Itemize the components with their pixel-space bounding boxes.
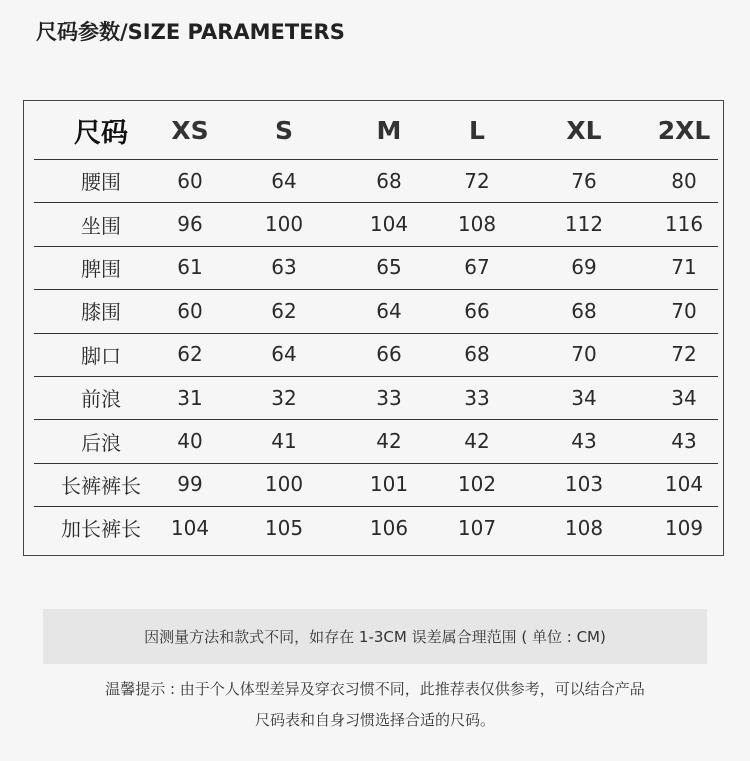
page-title: 尺码参数/SIZE PARAMETERS — [36, 20, 345, 44]
table-cell: 42 — [464, 429, 490, 454]
row-label: 前浪 — [81, 387, 121, 412]
table-cell: 104 — [170, 515, 210, 540]
table-cell: 70 — [571, 342, 597, 367]
header-size-xl: XL — [566, 115, 602, 145]
table-cell: 68 — [464, 342, 490, 367]
table-cell: 64 — [271, 168, 297, 193]
table-cell: 43 — [571, 429, 597, 454]
table-cell: 109 — [664, 515, 704, 540]
table-cell: 60 — [177, 168, 203, 193]
header-size-2xl: 2XL — [657, 115, 711, 145]
row-label: 坐围 — [81, 213, 121, 238]
table-cell: 71 — [671, 255, 697, 280]
table-row — [34, 419, 718, 463]
table-cell: 100 — [264, 472, 304, 497]
table-cell: 66 — [464, 298, 490, 323]
table-row — [34, 506, 718, 549]
table-cell: 72 — [464, 168, 490, 193]
table-cell: 112 — [564, 212, 604, 237]
tip-line-2: 尺码表和自身习惯选择合适的尺码。 — [254, 711, 495, 729]
table-cell: 40 — [177, 429, 203, 454]
header-size-s: S — [274, 115, 294, 145]
table-cell: 106 — [369, 515, 409, 540]
table-cell: 108 — [457, 212, 497, 237]
table-row — [34, 376, 718, 420]
measurement-note: 因测量方法和款式不同，如存在 1-3CM 误差属合理范围 ( 单位 : CM) — [43, 609, 707, 664]
header-size-label: 尺码 — [74, 117, 128, 149]
table-cell: 32 — [271, 385, 297, 410]
header-size-xs: XS — [171, 115, 209, 145]
table-cell: 62 — [177, 342, 203, 367]
table-cell: 34 — [671, 385, 697, 410]
table-cell: 66 — [376, 342, 402, 367]
size-table — [23, 100, 724, 556]
table-cell: 63 — [271, 255, 297, 280]
tip-line-1: 温馨提示 : 由于个人体型差异及穿衣习惯不同，此推荐表仅供参考，可以结合产品 — [105, 680, 645, 698]
table-cell: 105 — [264, 515, 304, 540]
table-cell: 62 — [271, 298, 297, 323]
table-row — [34, 463, 718, 507]
table-cell: 104 — [369, 212, 409, 237]
table-cell: 107 — [457, 515, 497, 540]
table-cell: 69 — [571, 255, 597, 280]
table-cell: 108 — [564, 515, 604, 540]
table-cell: 31 — [177, 385, 203, 410]
table-cell: 65 — [376, 255, 402, 280]
row-label: 腰围 — [81, 170, 121, 195]
row-label: 膝围 — [81, 300, 121, 325]
table-cell: 60 — [177, 298, 203, 323]
table-cell: 104 — [664, 472, 704, 497]
table-cell: 100 — [264, 212, 304, 237]
table-cell: 103 — [564, 472, 604, 497]
header-size-l: L — [469, 115, 485, 145]
table-row — [34, 289, 718, 333]
table-row — [34, 333, 718, 377]
table-row — [34, 159, 718, 203]
table-header-row — [34, 101, 718, 160]
row-label: 脚口 — [81, 343, 121, 368]
table-cell: 67 — [464, 255, 490, 280]
table-cell: 43 — [671, 429, 697, 454]
table-cell: 96 — [177, 212, 203, 237]
row-label: 脾围 — [81, 256, 121, 281]
row-label: 后浪 — [81, 430, 121, 455]
table-cell: 41 — [271, 429, 297, 454]
table-cell: 101 — [369, 472, 409, 497]
table-cell: 116 — [664, 212, 704, 237]
table-cell: 34 — [571, 385, 597, 410]
row-label: 加长裤长 — [61, 517, 141, 542]
table-row — [34, 246, 718, 290]
table-cell: 64 — [376, 298, 402, 323]
table-cell: 33 — [376, 385, 402, 410]
table-cell: 72 — [671, 342, 697, 367]
table-cell: 102 — [457, 472, 497, 497]
row-label: 长裤裤长 — [61, 473, 141, 498]
table-cell: 80 — [671, 168, 697, 193]
header-size-m: M — [376, 115, 402, 145]
table-cell: 76 — [571, 168, 597, 193]
table-cell: 68 — [571, 298, 597, 323]
table-cell: 99 — [177, 472, 203, 497]
table-cell: 68 — [376, 168, 402, 193]
table-cell: 33 — [464, 385, 490, 410]
table-row — [34, 202, 718, 246]
table-cell: 70 — [671, 298, 697, 323]
table-cell: 61 — [177, 255, 203, 280]
table-cell: 64 — [271, 342, 297, 367]
table-cell: 42 — [376, 429, 402, 454]
